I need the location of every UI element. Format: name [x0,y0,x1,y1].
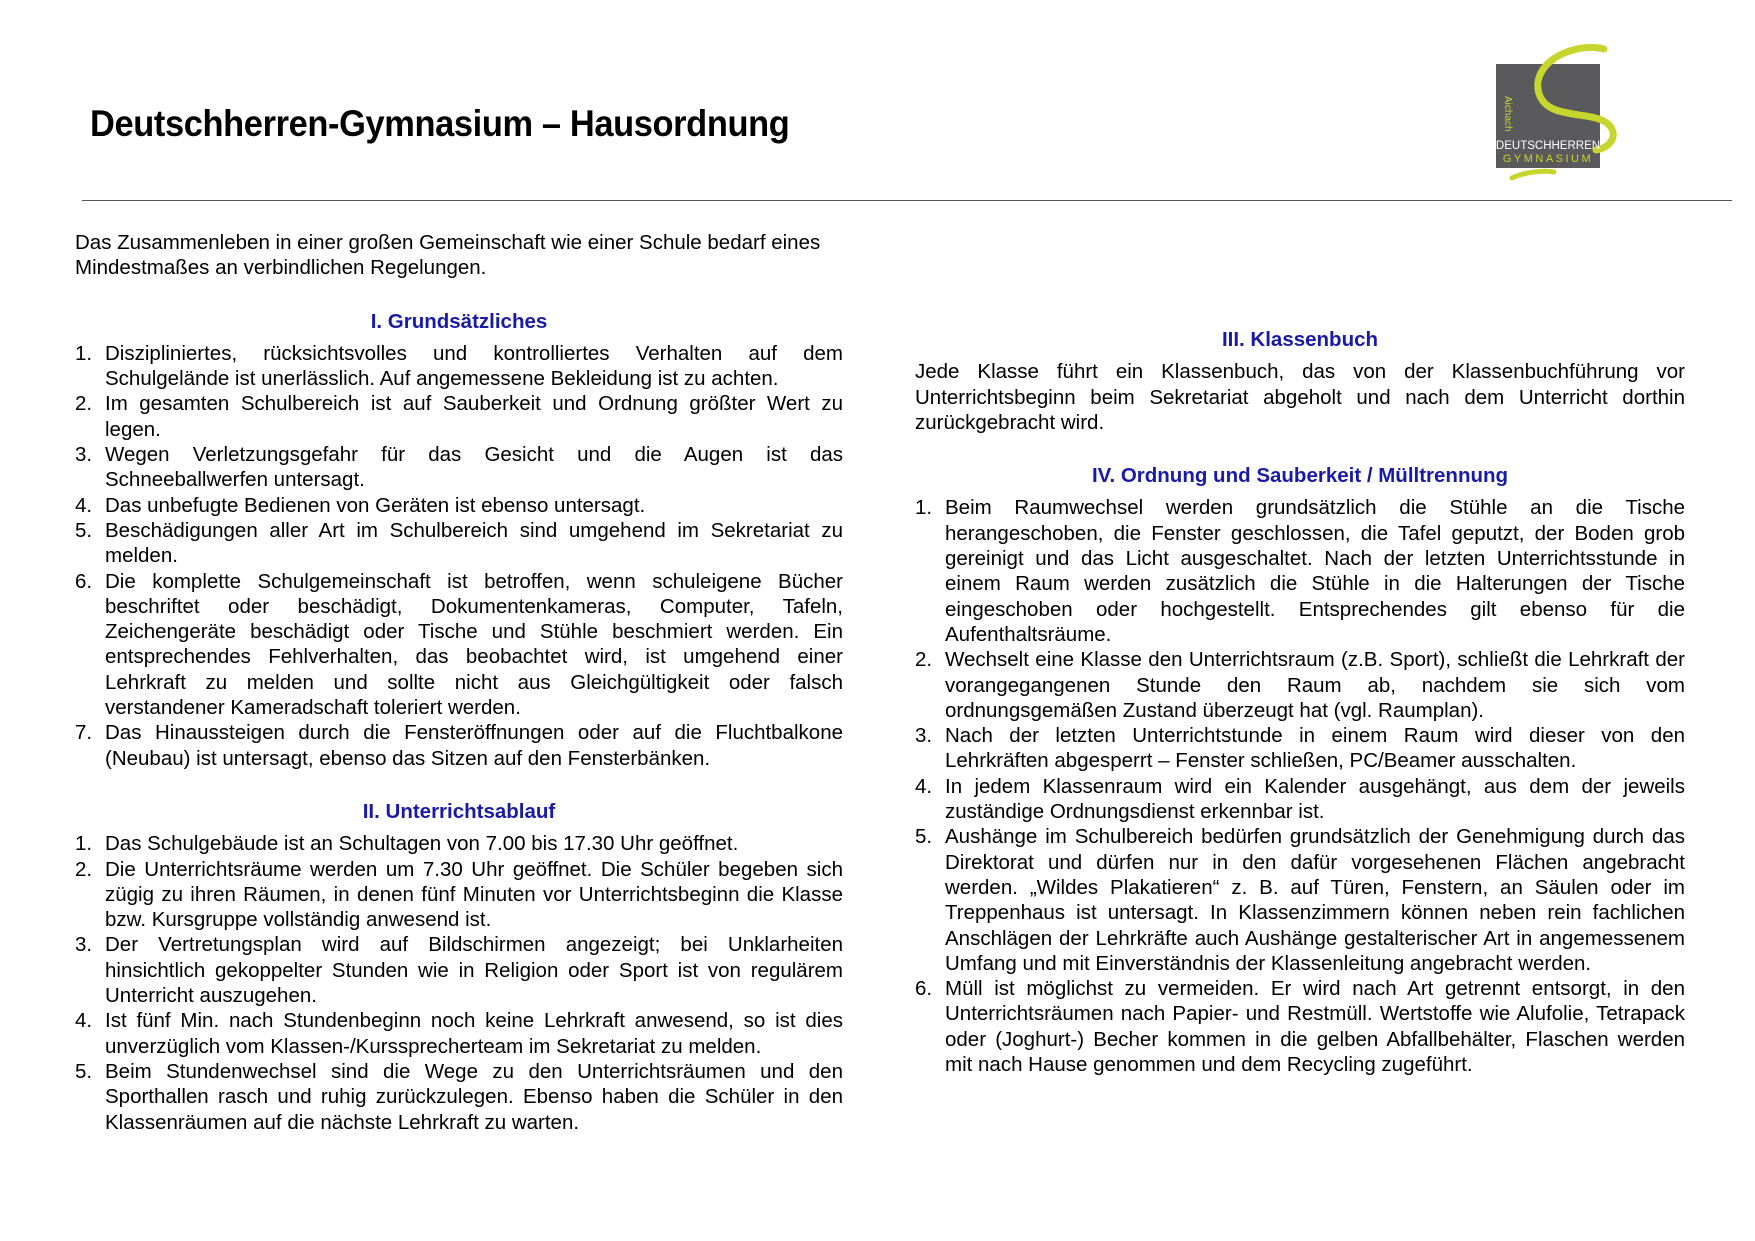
list-item: 6. Müll ist möglichst zu vermeiden. Er wird nach Art getrennt entsorgt, in den Unterrichtsräumen nach Papier- und Restmüll. Wertstoffe wie Alufolie, Tetrapack oder (Joghurt-) Becher kommen in die gelben Abfallbehälter, Flaschen werden mit nach Hause genommen und dem Recycling zugeführt. [915,977,1685,1077]
list-item: 3. Nach der letzten Unterrichtstunde in einem Raum wird dieser von den Lehrkräften abgesperrt – Fenster schließen, PC/Beamer ausschalten. [915,724,1685,773]
rules-list-unterrichtsablauf [75,831,843,1135]
list-item: 4. Ist fünf Min. nach Stundenbeginn noch keine Lehrkraft anwesend, so ist dies unverzüglich vom Klassen-/Kurssprecherteam im Sekretariat zu melden. [75,1009,843,1058]
list-item: 4. In jedem Klassenraum wird ein Kalender ausgehängt, aus dem der jeweils zuständige Ordnungsdienst erkennbar ist. [915,774,1685,824]
intro-text: Das Zusammenleben in einer großen Gemeinschaft wie einer Schule bedarf eines Mindestmaßes an verbindlichen Regelungen. [75,231,821,280]
list-item: 7. Das Hinaussteigen durch die Fensteröffnungen oder auf die Fluchtbalkone (Neubau) ist untersagt, ebenso das Sitzen auf den Fensterbänken. [75,721,843,770]
list-item: 2. Im gesamten Schulbereich ist auf Sauberkeit und Ordnung größter Wert zu legen. [75,392,843,441]
section-heading-klassenbuch: III. Klassenbuch [1221,328,1379,351]
list-item: 5. Beschädigungen aller Art im Schulbereich sind umgehend im Sekretariat zu melden. [75,518,843,568]
list-item: 5. Beim Stundenwechsel sind die Wege zu den Unterrichtsräumen und den Sporthallen rasch und ruhig zurückzulegen. Ebenso haben die Schüler in den Klassenräumen auf die nächste Lehrkraft zu warten. [75,1059,843,1134]
list-item: 1. Das Schulgebäude ist an Schultagen von 7.00 bis 17.30 Uhr geöffnet. [75,832,739,856]
header-divider [82,200,1732,201]
list-item: 4. Das unbefugte Bedienen von Geräten ist ebenso untersagt. [75,493,646,517]
school-logo [1492,44,1632,184]
page-title: Deutschherren-Gymnasium – Hausordnung [90,103,790,144]
logo-text-line1: DEUTSCHHERREN [1495,140,1601,152]
logo-text-line2: GYMNASIUM [1502,153,1594,165]
klassenbuch-text: Jede Klasse führt ein Klassenbuch, das von der Klassenbuchführung vor Unterrichtsbeginn beim Sekretariat abgeholt und nach dem Unterricht dorthin zurückgebracht wird. [915,360,1685,434]
list-item: 2. Wechselt eine Klasse den Unterrichtsraum (z.B. Sport), schließt die Lehrkraft der vorangegangenen Stunde den Raum ab, nachdem sie sich vom ordnungsgemäßen Zustand überzeugt hat (vgl. Raumplan). [915,648,1685,722]
rules-list-grundsaetzliches [75,341,843,771]
list-item: 1. Diszipliniertes, rücksichtsvolles und kontrolliertes Verhalten auf dem Schulgelände ist unerlässlich. Auf angemessene Bekleidung ist zu achten. [75,341,843,391]
list-item: 5. Aushänge im Schulbereich bedürfen grundsätzlich der Genehmigung durch das Direktorat und dürfen nur in den dafür vorgesehenen Flächen angebracht werden. „Wildes Plakatieren“ z. B. auf Türen, Fenstern, an Säulen oder im Treppenhaus ist untersagt. In Klassenzimmern können neben rein fachlichen Anschlägen der Lehrkräfte auch Aushänge gestalterischer Art in angemessenem Umfang und mit Einverständnis der Klassenleitung angebracht werden. [915,825,1685,975]
list-item: 3. Der Vertretungsplan wird auf Bildschirmen angezeigt; bei Unklarheiten hinsichtlich gekoppelter Stunden wie in Religion oder Sport ist von regulärem Unterricht auszugehen. [75,933,843,1008]
list-item: 6. Die komplette Schulgemeinschaft ist betroffen, wenn schuleigene Bücher beschriftet oder beschädigt, Dokumentenkameras, Computer, Tafeln, Zeichengeräte beschädigt oder Tische und Stühle beschmiert werden. Ein entsprechendes Fehlverhalten, das beobachtet wird, ist umgehend einer Lehrkraft zu melden und sollte nicht aus Gleichgültigkeit oder falsch verstandener Kameradschaft toleriert werden. [75,569,843,720]
list-item: 1. Beim Raumwechsel werden grundsätzlich die Stühle an die Tische herangeschoben, die Fenster geschlossen, die Tafel geputzt, der Boden grob gereinigt und das Licht ausgeschaltet. Nach der letzten Unterrichtsstunde in einem Raum werden zusätzlich die Stühle in die Halterungen der Tische eingeschoben oder hochgestellt. Entsprechendes gilt ebenso für die Aufenthaltsräume. [915,496,1685,646]
list-item: 2. Die Unterrichtsräume werden um 7.30 Uhr geöffnet. Die Schüler begeben sich zügig zu ihren Räumen, in denen fünf Minuten vor Unterrichtsbeginn die Klasse bzw. Kursgruppe vollständig anwesend ist. [75,857,843,932]
section-heading-ordnung: IV. Ordnung und Sauberkeit / Mülltrennung [1091,464,1509,488]
section-heading-grundsaetzliches: I. Grundsätzliches [370,309,548,333]
logo-side-text: Aichach [1502,96,1513,132]
right-column [915,327,1685,1077]
list-item: 3. Wegen Verletzungsgefahr für das Gesicht und die Augen ist das Schneeballwerfen untersagt. [75,443,843,492]
left-column [75,230,843,1135]
rules-list-ordnung [915,495,1685,1077]
section-heading-unterrichtsablauf: II. Unterrichtsablauf [362,799,556,823]
